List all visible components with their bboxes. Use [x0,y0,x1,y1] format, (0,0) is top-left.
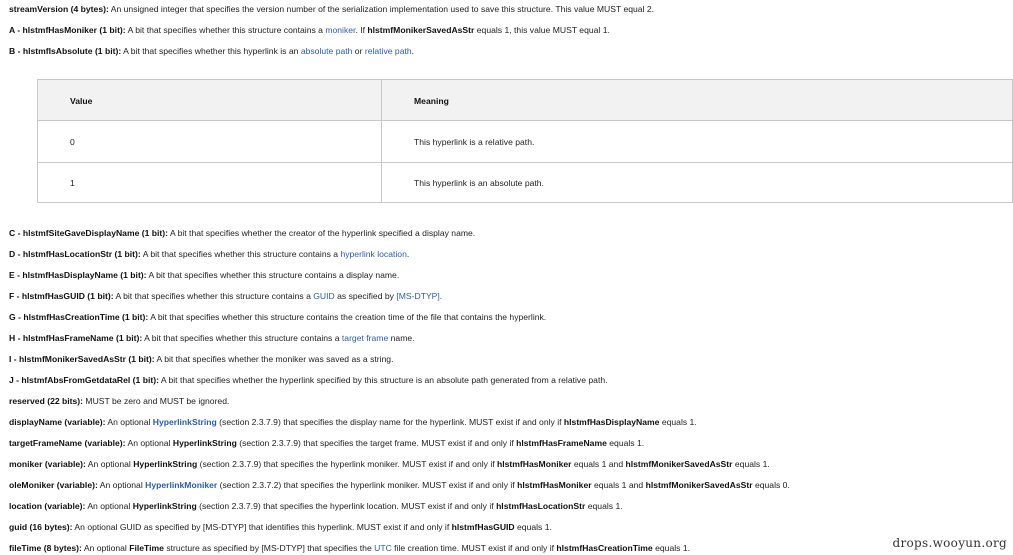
field-term: E - hlstmfHasDisplayName (1 bit): [9,270,147,280]
definition-text: An optional [125,438,173,448]
field-term: hlstmfHasMoniker [497,459,572,469]
definition-line [9,290,442,302]
field-term: HyperlinkString [172,438,237,448]
definition-text: . [439,291,443,301]
definition-text: equals 1. [659,417,697,427]
field-term: moniker (variable): [9,459,86,469]
field-term: hlstmfMonikerSavedAsStr [625,459,733,469]
header-meaning: Meaning [414,96,449,106]
field-term: FileTime [129,543,164,553]
definition-text: An optional GUID as specified by [MS-DTYP] that identifies this hyperlink. MUST exist if and only if [72,522,452,532]
row-1-value: 1 [70,178,75,188]
definition-text: . [406,249,410,259]
row-1-meaning: This hyperlink is an absolute path. [414,178,544,188]
definition-line [9,353,393,365]
definition-text: A bit that specifies whether this structure contains a display name. [146,270,400,280]
field-term: I - hlstmfMonikerSavedAsStr (1 bit): [9,354,155,364]
definition-text: name. [388,333,415,343]
field-term: D - hlstmfHasLocationStr (1 bit): [9,249,141,259]
definition-text: equals 1 and [571,459,626,469]
field-term: hlstmfHasMoniker [517,480,592,490]
definition-text: equals 1. [606,438,645,448]
definition-text: . [411,46,415,56]
field-term: F - hlstmfHasGUID (1 bit): [9,291,114,301]
definition-text: equals 1 and [591,480,646,490]
row-0-meaning: This hyperlink is a relative path. [414,137,535,147]
structure-link[interactable]: HyperlinkString [152,417,217,427]
definition-text: or [352,46,365,56]
definition-text: (section 2.3.7.9) that specifies the target frame. MUST exist if and only if [236,438,517,448]
definition-line [9,269,399,281]
definition-line [9,45,414,57]
definition-text: An optional [81,543,130,553]
row-0-value: 0 [70,137,75,147]
definition-line [9,500,623,512]
field-term: hlstmfMonikerSavedAsStr [367,25,475,35]
column-divider [381,80,382,202]
definition-text: A bit that specifies whether this structure contains the creation time of the file that contains the hyperlink. [148,312,547,322]
definition-text: equals 1. [732,459,770,469]
definition-text: A bit that specifies whether this hyperlink is an [121,46,301,56]
field-term: HyperlinkString [133,459,198,469]
definition-text: (section 2.3.7.9) that specifies the hyperlink moniker. MUST exist if and only if [197,459,498,469]
definition-text: A bit that specifies whether the hyperlink specified by this structure is an absolute path generated from a relative path. [158,375,608,385]
definition-text: An optional [105,417,153,427]
definition-text: A bit that specifies whether the moniker was saved as a string. [154,354,394,364]
definition-text: file creation time. MUST exist if and only if [391,543,557,553]
definition-text: An optional [97,480,146,490]
definition-text: MUST be zero and MUST be ignored. [83,396,230,406]
field-term: location (variable): [9,501,86,511]
definition-line [9,437,644,449]
field-term: targetFrameName (variable): [9,438,126,448]
value-meaning-table [37,79,1013,203]
field-term: hlstmfHasFrameName [516,438,607,448]
definition-text: equals 1. [514,522,552,532]
field-term: B - hlstmfIsAbsolute (1 bit): [9,46,122,56]
definition-text: A bit that specifies whether this structure contains a [113,291,314,301]
field-term: A - hlstmfHasMoniker (1 bit): [9,25,126,35]
definition-text: (section 2.3.7.2) that specifies the hyperlink moniker. MUST exist if and only if [217,480,518,490]
definition-text: (section 2.3.7.9) that specifies the hyperlink location. MUST exist if and only if [196,501,497,511]
field-term: hlstmfHasLocationStr [496,501,586,511]
definition-line [9,416,697,428]
glossary-link[interactable]: relative path [364,46,412,56]
definition-line [9,458,770,470]
field-term: hlstmfHasDisplayName [563,417,660,427]
definition-text: equals 1. [585,501,623,511]
definition-line [9,311,546,323]
field-term: fileTime (8 bytes): [9,543,82,553]
definition-text: An optional [85,459,134,469]
field-term: guid (16 bytes): [9,522,73,532]
field-term: hlstmfMonikerSavedAsStr [645,480,753,490]
glossary-link[interactable]: [MS-DTYP] [396,291,440,301]
field-term: J - hlstmfAbsFromGetdataRel (1 bit): [9,375,159,385]
definition-text: A bit that specifies whether the creator of the hyperlink specified a display name. [168,228,476,238]
field-term: H - hlstmfHasFrameName (1 bit): [9,333,143,343]
definition-text: . If [355,25,368,35]
row-divider [38,162,1012,163]
field-term: streamVersion (4 bytes): [9,4,109,14]
field-term: C - hlstmfSiteGaveDisplayName (1 bit): [9,228,169,238]
definition-line [9,395,229,407]
glossary-link[interactable]: moniker [325,25,356,35]
table-header [38,80,1012,121]
glossary-link[interactable]: hyperlink location [340,249,407,259]
definition-text: An optional [85,501,133,511]
field-term: displayName (variable): [9,417,106,427]
field-term: reserved (22 bits): [9,396,84,406]
definition-text: equals 1, this value MUST equal 1. [474,25,610,35]
definition-text: A bit that specifies whether this structure contains a [140,249,341,259]
definition-line [9,374,608,386]
definition-text: as specified by [334,291,397,301]
definition-text: (section 2.3.7.9) that specifies the display name for the hyperlink. MUST exist if and only if [216,417,564,427]
field-term: HyperlinkString [132,501,197,511]
header-value: Value [70,96,93,106]
glossary-link[interactable]: absolute path [300,46,353,56]
definition-line [9,24,610,36]
definition-line [9,248,409,260]
definition-line [9,479,790,491]
definition-line [9,332,415,344]
definition-line [9,3,654,15]
definition-text: structure as specified by [MS-DTYP] that specifies the [163,543,375,553]
definition-text: A bit that specifies whether this structure contains a [125,25,326,35]
field-term: oleMoniker (variable): [9,480,98,490]
field-term: hlstmfHasGUID [451,522,515,532]
structure-link[interactable]: HyperlinkMoniker [145,480,218,490]
field-term: G - hlstmfHasCreationTime (1 bit): [9,312,149,322]
definition-line [9,521,552,533]
field-term: hlstmfHasCreationTime [556,543,653,553]
glossary-link[interactable]: target frame [341,333,389,343]
glossary-link[interactable]: UTC [374,543,392,553]
watermark: drops.wooyun.org [892,536,1007,550]
glossary-link[interactable]: GUID [313,291,335,301]
definition-line [9,542,690,554]
definition-text: A bit that specifies whether this structure contains a [142,333,342,343]
definition-text: An unsigned integer that specifies the version number of the serialization implementation used to save this structure. This value MUST equal 2. [108,4,655,14]
definition-text: equals 0. [752,480,790,490]
definition-line [9,227,475,239]
definition-text: equals 1. [652,543,690,553]
